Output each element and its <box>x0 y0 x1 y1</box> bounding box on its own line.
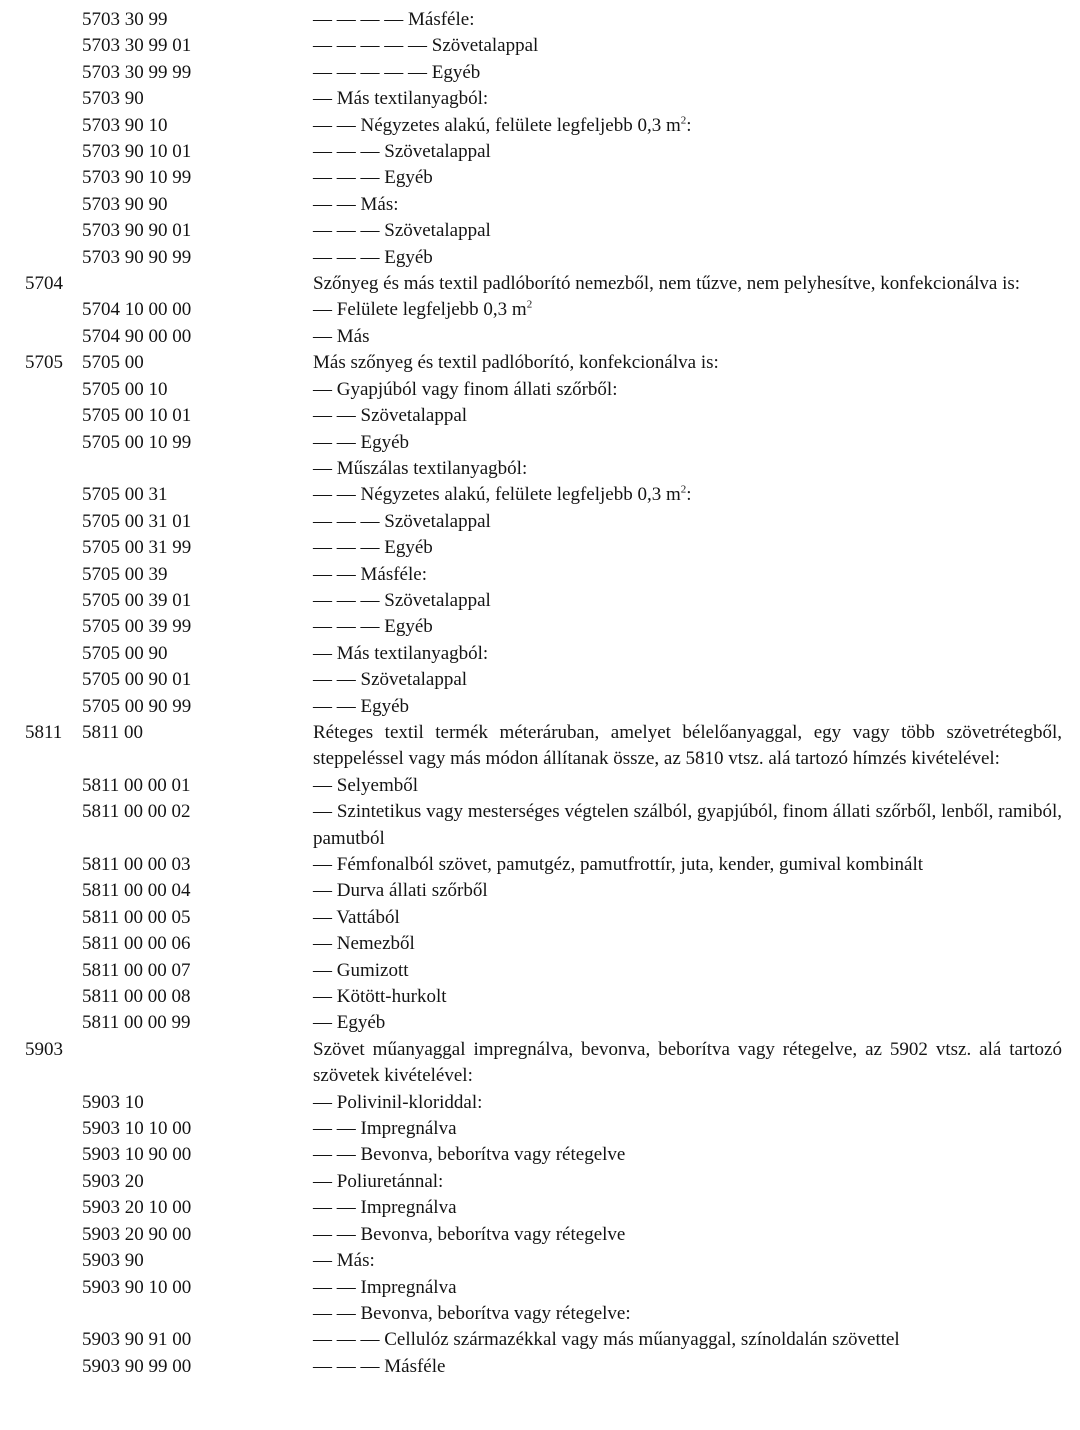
description <box>313 905 1062 931</box>
description <box>313 1222 1062 1248</box>
description <box>313 931 1062 957</box>
tariff-code: 5903 90 <box>82 1250 144 1272</box>
description-text: — — Bevonva, beborítva vagy rétegelve: <box>313 1302 631 1324</box>
tariff-code: 5703 30 99 <box>82 9 168 30</box>
description <box>313 297 1062 323</box>
description-text: — — — Cellulóz származékkal vagy más műanyaggal, színoldalán szövettel <box>313 1329 900 1351</box>
description-text: — Kötött-hurkolt <box>313 986 447 1008</box>
description <box>313 1301 1062 1327</box>
table-row <box>0 297 1080 323</box>
table-row <box>0 324 1080 350</box>
description <box>313 562 1062 588</box>
table-row <box>0 1010 1080 1036</box>
description-text: — — Szövetalappal <box>313 669 468 691</box>
description-text: — Gyapjúból vagy finom állati szőrből: <box>313 378 618 400</box>
description-tail: : <box>686 114 692 136</box>
description-text: — Selyemből <box>313 774 419 796</box>
heading-number: 5705 <box>25 352 63 374</box>
table-row <box>0 694 1080 720</box>
description <box>313 535 1062 561</box>
description <box>313 482 1062 508</box>
description-text: — — — Szövetalappal <box>313 141 491 163</box>
description-text: — Fémfonalból szövet, pamutgéz, pamutfrottír, juta, kender, gumival kombinált <box>313 854 924 875</box>
tariff-code: 5811 00 00 08 <box>82 986 191 1008</box>
tariff-code: 5705 00 10 <box>82 378 168 400</box>
description <box>313 165 1062 191</box>
description-text: — — — Egyéb <box>313 616 433 638</box>
description-text: — — Másféle: <box>313 563 427 585</box>
description <box>313 1090 1062 1116</box>
table-row <box>0 139 1080 165</box>
table-row <box>0 1142 1080 1168</box>
tariff-code: 5703 30 99 01 <box>82 35 192 57</box>
table-row <box>0 984 1080 1010</box>
table-row <box>0 878 1080 904</box>
tariff-code: 5705 00 90 99 <box>82 695 192 717</box>
table-row <box>0 245 1080 271</box>
tariff-code-table <box>0 7 1080 1380</box>
table-row <box>0 1169 1080 1195</box>
table-row <box>0 1248 1080 1274</box>
description <box>313 456 1062 482</box>
tariff-code: 5703 90 90 99 <box>82 246 192 268</box>
superscript: 2 <box>680 483 687 496</box>
table-row <box>0 852 1080 878</box>
table-row <box>0 562 1080 588</box>
description <box>313 86 1062 112</box>
description <box>313 33 1062 59</box>
description-text: — — Bevonva, beborítva vagy rétegelve <box>313 1223 626 1245</box>
tariff-code: 5705 00 31 <box>82 484 168 506</box>
description <box>313 350 1062 376</box>
description-text: — Vattából <box>313 906 400 928</box>
description-text: — — — Másféle <box>313 1355 446 1377</box>
table-row <box>0 799 1080 852</box>
description-text: — — — — Másféle: <box>313 9 475 30</box>
table-row <box>0 905 1080 931</box>
description <box>313 139 1062 165</box>
description-text: — — Négyzetes alakú, felülete legfeljebb 0,3 m <box>313 114 681 136</box>
description-text: Szövet műanyaggal impregnálva, bevonva, beborítva vagy rétegelve, az 5902 vtsz. alá tartozó szövetek kivételével: <box>313 1038 1062 1087</box>
description <box>313 958 1062 984</box>
table-row <box>0 667 1080 693</box>
description-text: Más szőnyeg és textil padlóborító, konfekcionálva is: <box>313 352 719 374</box>
description <box>313 852 1062 878</box>
tariff-code: 5811 00 00 01 <box>82 774 191 796</box>
description-text: — — Egyéb <box>313 431 410 453</box>
table-row <box>0 614 1080 640</box>
description <box>313 1010 1062 1036</box>
table-row <box>0 1354 1080 1380</box>
tariff-code: 5811 00 00 07 <box>82 959 191 981</box>
description-text: — Polivinil-kloriddal: <box>313 1091 483 1113</box>
tariff-code: 5903 10 10 00 <box>82 1118 192 1140</box>
description <box>313 667 1062 693</box>
description <box>313 1037 1062 1090</box>
description <box>313 1116 1062 1142</box>
tariff-code: 5703 90 90 01 <box>82 220 192 242</box>
tariff-code: 5811 00 00 03 <box>82 854 191 875</box>
table-row <box>0 509 1080 535</box>
description <box>313 984 1062 1010</box>
superscript: 2 <box>526 299 533 312</box>
description-text: Szőnyeg és más textil padlóborító nemezből, nem tűzve, nem pelyhesítve, konfekcionálva is: <box>313 273 1021 295</box>
description-text: — — Szövetalappal <box>313 405 468 427</box>
description-text: — Egyéb <box>313 1012 386 1034</box>
description <box>313 1248 1062 1274</box>
description <box>313 1142 1062 1168</box>
tariff-code: 5705 00 31 99 <box>82 537 192 559</box>
description <box>313 1275 1062 1301</box>
tariff-code: 5703 30 99 99 <box>82 61 192 83</box>
description-text: — — — Szövetalappal <box>313 589 491 611</box>
table-row <box>0 1116 1080 1142</box>
table-row <box>0 86 1080 112</box>
tariff-code: 5903 20 <box>82 1170 144 1192</box>
description <box>313 720 1062 773</box>
description <box>313 694 1062 720</box>
description-text: — — — Egyéb <box>313 246 433 268</box>
description <box>313 509 1062 535</box>
table-row <box>0 1327 1080 1353</box>
heading-number: 5903 <box>25 1038 63 1060</box>
tariff-code: 5903 90 91 00 <box>82 1329 192 1351</box>
table-row <box>0 192 1080 218</box>
description <box>313 588 1062 614</box>
table-row <box>0 588 1080 614</box>
description <box>313 324 1062 350</box>
tariff-code: 5703 90 10 <box>82 114 168 136</box>
description <box>313 60 1062 86</box>
description <box>313 430 1062 456</box>
description <box>313 7 1062 33</box>
table-row <box>0 1037 1080 1090</box>
description-text: — Nemezből <box>313 933 415 955</box>
table-row <box>0 720 1080 773</box>
description <box>313 113 1062 139</box>
description-text: — Más <box>313 325 370 347</box>
description <box>313 878 1062 904</box>
table-row <box>0 482 1080 508</box>
description <box>313 1169 1062 1195</box>
description <box>313 614 1062 640</box>
heading-number: 5811 <box>25 721 63 743</box>
table-row <box>0 113 1080 139</box>
description-text: — Más textilanyagból: <box>313 642 489 664</box>
tariff-code: 5811 00 00 99 <box>82 1012 191 1034</box>
description <box>313 1354 1062 1380</box>
description-text: — — — Szövetalappal <box>313 510 491 532</box>
description <box>313 799 1062 852</box>
table-row <box>0 1275 1080 1301</box>
tariff-code: 5811 00 <box>82 721 144 743</box>
description <box>313 271 1062 297</box>
description <box>313 377 1062 403</box>
description-text: — — Impregnálva <box>313 1118 457 1140</box>
tariff-code: 5811 00 00 06 <box>82 933 191 955</box>
description-text: — — Négyzetes alakú, felülete legfeljebb 0,3 m <box>313 484 681 506</box>
tariff-code: 5703 90 10 01 <box>82 141 192 163</box>
superscript: 2 <box>680 114 687 127</box>
description <box>313 1327 1062 1353</box>
tariff-code: 5703 90 <box>82 88 144 110</box>
description-text: — — — Egyéb <box>313 537 433 559</box>
description-text: — Más: <box>313 1250 375 1272</box>
table-row <box>0 350 1080 376</box>
tariff-code: 5903 20 10 00 <box>82 1197 192 1219</box>
table-row <box>0 403 1080 429</box>
table-row <box>0 33 1080 59</box>
description <box>313 773 1062 799</box>
table-row <box>0 377 1080 403</box>
heading-number: 5704 <box>25 273 63 295</box>
table-row <box>0 535 1080 561</box>
tariff-code: 5705 00 90 <box>82 642 168 664</box>
description-text: — — Egyéb <box>313 695 410 717</box>
description <box>313 1195 1062 1221</box>
tariff-code: 5705 00 10 01 <box>82 405 192 427</box>
tariff-code: 5903 90 10 00 <box>82 1276 192 1298</box>
table-row <box>0 271 1080 297</box>
table-row <box>0 641 1080 667</box>
description-text: — Felülete legfeljebb 0,3 m <box>313 299 527 321</box>
description-text: — Műszálas textilanyagból: <box>313 457 528 479</box>
description-text: — — Más: <box>313 193 399 215</box>
tariff-code: 5903 20 90 00 <box>82 1223 192 1245</box>
description <box>313 403 1062 429</box>
table-row <box>0 430 1080 456</box>
description-tail: : <box>686 484 692 506</box>
description-text: Réteges textil termék méteráruban, amelyet bélelőanyaggal, egy vagy több szövetrétegből, steppeléssel vagy más módon állítanak össze, az 5810 vtsz. alá tartozó hímzés kivételével: <box>313 721 1062 770</box>
tariff-code: 5705 00 31 01 <box>82 510 192 532</box>
tariff-code: 5704 90 00 00 <box>82 325 192 347</box>
tariff-code: 5705 00 <box>82 352 144 374</box>
table-row <box>0 931 1080 957</box>
table-row <box>0 1195 1080 1221</box>
tariff-code: 5703 90 90 <box>82 193 168 215</box>
description <box>313 218 1062 244</box>
description-text: — — — — — Szövetalappal <box>313 35 539 57</box>
description-text: — Más textilanyagból: <box>313 88 489 110</box>
tariff-code: 5811 00 00 02 <box>82 801 191 823</box>
description <box>313 245 1062 271</box>
description-text: — Gumizott <box>313 959 409 981</box>
tariff-code: 5903 10 <box>82 1091 144 1113</box>
table-row <box>0 218 1080 244</box>
tariff-code: 5705 00 10 99 <box>82 431 192 453</box>
description-text: — — — Egyéb <box>313 167 433 189</box>
description-text: — — — Szövetalappal <box>313 220 491 242</box>
description-text: — — Impregnálva <box>313 1276 457 1298</box>
description <box>313 192 1062 218</box>
tariff-code: 5811 00 00 04 <box>82 880 191 902</box>
description-text: — Poliuretánnal: <box>313 1170 444 1192</box>
tariff-code: 5704 10 00 00 <box>82 299 192 321</box>
table-row <box>0 1222 1080 1248</box>
table-row <box>0 773 1080 799</box>
description <box>313 641 1062 667</box>
tariff-code: 5703 90 10 99 <box>82 167 192 189</box>
table-row <box>0 165 1080 191</box>
description-text: — — Bevonva, beborítva vagy rétegelve <box>313 1144 626 1166</box>
table-row <box>0 1301 1080 1327</box>
table-row <box>0 1090 1080 1116</box>
tariff-code: 5903 10 90 00 <box>82 1144 192 1166</box>
tariff-code: 5705 00 39 <box>82 563 168 585</box>
tariff-code: 5705 00 39 01 <box>82 589 192 611</box>
table-row <box>0 7 1080 33</box>
description-text: — Durva állati szőrből <box>313 880 488 902</box>
tariff-code: 5811 00 00 05 <box>82 906 191 928</box>
tariff-code: 5705 00 90 01 <box>82 669 192 691</box>
description-text: — — — — — Egyéb <box>313 61 481 83</box>
table-row <box>0 60 1080 86</box>
tariff-code: 5705 00 39 99 <box>82 616 192 638</box>
description-text: — Szintetikus vagy mesterséges végtelen szálból, gyapjúból, finom állati szőrből, lenből, ramiból, pamutból <box>313 801 1062 849</box>
table-row <box>0 958 1080 984</box>
table-row <box>0 456 1080 482</box>
tariff-code: 5903 90 99 00 <box>82 1355 192 1377</box>
description-text: — — Impregnálva <box>313 1197 457 1219</box>
